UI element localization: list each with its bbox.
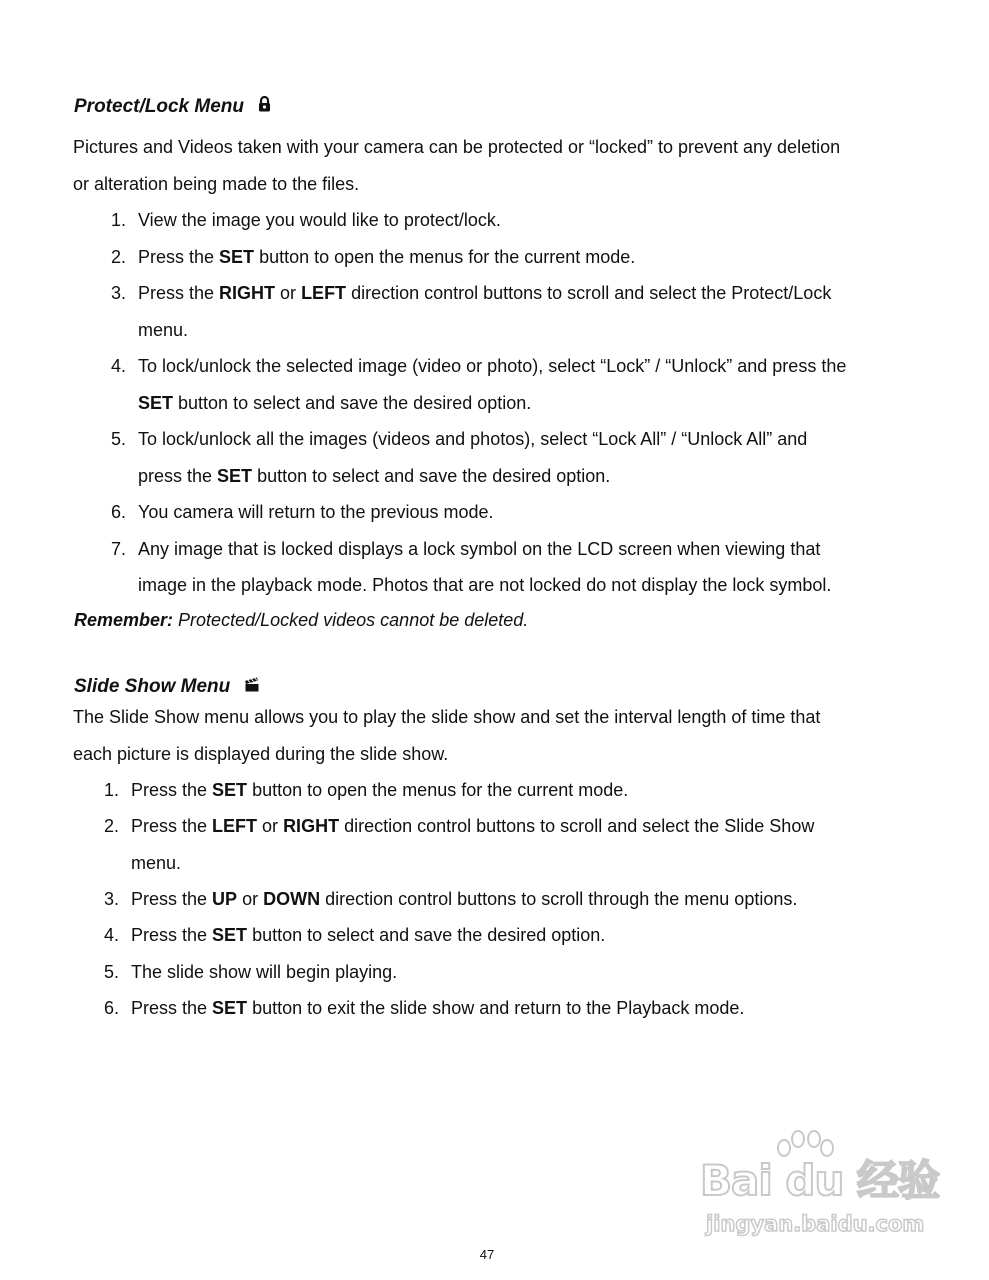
step-text-segment: The slide show will begin playing. bbox=[131, 961, 398, 982]
step-keyword: SET bbox=[219, 246, 255, 267]
step-keyword: SET bbox=[217, 465, 253, 486]
protect-lock-title: Protect/Lock Menu bbox=[74, 96, 244, 117]
step-text-line1 bbox=[131, 996, 744, 1020]
step-text-segment: You camera will return to the previous mode. bbox=[138, 502, 494, 522]
step-keyword: RIGHT bbox=[283, 816, 340, 837]
step-number: 7. bbox=[110, 538, 126, 559]
step-text-line1 bbox=[138, 281, 831, 305]
step-number: 3. bbox=[110, 283, 126, 303]
baidu-watermark bbox=[700, 1130, 939, 1245]
step-keyword: LEFT bbox=[212, 816, 258, 837]
step-keyword: UP bbox=[212, 888, 238, 909]
step-text-line1 bbox=[138, 427, 807, 451]
remember-note bbox=[74, 608, 528, 632]
step-number: 2. bbox=[110, 246, 126, 267]
step-text-segment: Press the bbox=[131, 780, 213, 800]
step-text-segment: Press the bbox=[138, 246, 220, 267]
step-text-line1 bbox=[138, 245, 635, 269]
step-keyword: SET bbox=[212, 997, 248, 1018]
step-keyword: SET bbox=[212, 925, 248, 946]
step-text-segment: direction control buttons to scroll and select the Slide Show bbox=[339, 816, 815, 837]
step-text-line2 bbox=[131, 851, 181, 875]
step-number: 6. bbox=[110, 502, 126, 522]
step-text-line2 bbox=[138, 391, 531, 415]
step-text-segment: button to select and save the desired option. bbox=[247, 925, 606, 946]
lock-icon bbox=[258, 95, 271, 119]
step-text-segment: button to select and save the desired option. bbox=[252, 465, 611, 486]
step-number: 3. bbox=[103, 888, 119, 909]
step-number: 5. bbox=[110, 429, 126, 449]
remember-text: Protected/Locked videos cannot be deleted. bbox=[173, 610, 529, 630]
step-text-segment: Press the bbox=[131, 888, 213, 909]
step-keyword: SET bbox=[138, 392, 174, 413]
step-keyword: RIGHT bbox=[219, 283, 276, 303]
step-text-segment: or bbox=[237, 888, 264, 909]
slide-show-title: Slide Show Menu bbox=[74, 676, 231, 697]
slide-intro-line-1: The Slide Show menu allows you to play the slide show and set the interval length of time that bbox=[73, 707, 821, 727]
step-text-segment: direction control buttons to scroll through the menu options. bbox=[320, 888, 798, 909]
step-text-segment: menu. bbox=[138, 319, 189, 340]
step-text-line1 bbox=[131, 887, 797, 911]
clapperboard-icon bbox=[244, 675, 260, 699]
step-number: 6. bbox=[103, 997, 119, 1018]
step-text-line1 bbox=[138, 354, 846, 378]
step-text-segment: View the image you would like to protect/lock. bbox=[138, 210, 501, 230]
step-text-segment: button to open the menus for the current mode. bbox=[254, 246, 636, 267]
step-text-segment: press the bbox=[138, 465, 218, 486]
protect-intro-line-2: or alteration being made to the files. bbox=[73, 174, 360, 194]
watermark-site: jingyan.baidu.com bbox=[706, 1212, 925, 1236]
step-text-segment: Press the bbox=[131, 816, 213, 837]
step-text-line1 bbox=[131, 960, 397, 984]
step-text-segment: Press the bbox=[138, 283, 220, 303]
step-text-segment: Any image that is locked displays a lock symbol on the LCD screen when viewing that bbox=[138, 538, 821, 559]
step-text-line1 bbox=[138, 500, 494, 524]
step-number: 1. bbox=[110, 210, 126, 230]
remember-label: Remember: bbox=[74, 610, 174, 630]
watermark-brand: Bai du 经验 bbox=[700, 1156, 939, 1205]
step-text-line1 bbox=[138, 208, 501, 232]
slide-intro-line-2: each picture is displayed during the slide show. bbox=[73, 744, 449, 764]
step-number: 4. bbox=[103, 925, 119, 946]
step-text-segment: To lock/unlock all the images (videos and photos), select “Lock All” / “Unlock All” and bbox=[138, 429, 808, 449]
step-number: 4. bbox=[110, 356, 126, 376]
step-text-segment: To lock/unlock the selected image (video or photo), select “Lock” / “Unlock” and press the bbox=[138, 356, 847, 376]
protect-lock-heading bbox=[74, 95, 271, 119]
step-text-segment: button to select and save the desired option. bbox=[173, 392, 532, 413]
step-text-line2 bbox=[138, 573, 831, 597]
step-number: 5. bbox=[103, 961, 119, 982]
step-text-segment: or bbox=[257, 816, 284, 837]
step-text-segment: or bbox=[275, 283, 302, 303]
step-keyword: DOWN bbox=[263, 888, 321, 909]
step-text-segment: button to open the menus for the current mode. bbox=[247, 780, 629, 800]
step-text-line1 bbox=[131, 814, 814, 838]
step-number: 2. bbox=[103, 816, 119, 837]
step-text-segment: image in the playback mode. Photos that are not locked do not display the lock symbol. bbox=[138, 575, 832, 595]
step-number: 1. bbox=[103, 780, 119, 800]
slide-show-heading bbox=[74, 675, 260, 699]
step-keyword: LEFT bbox=[301, 283, 347, 303]
page-number: 47 bbox=[479, 1247, 495, 1262]
step-text-line1 bbox=[131, 778, 628, 802]
step-text-line1 bbox=[138, 537, 820, 561]
step-text-line1 bbox=[131, 923, 605, 947]
step-text-segment: Press the bbox=[131, 997, 213, 1018]
protect-intro-line-1: Pictures and Videos taken with your camera can be protected or “locked” to prevent any deletion bbox=[73, 137, 841, 157]
step-text-segment: menu. bbox=[131, 852, 182, 873]
step-keyword: SET bbox=[212, 780, 248, 800]
step-text-segment: direction control buttons to scroll and select the Protect/Lock bbox=[346, 283, 832, 303]
step-text-line2 bbox=[138, 318, 188, 342]
step-text-segment: button to exit the slide show and return to the Playback mode. bbox=[247, 997, 745, 1018]
step-text-segment: Press the bbox=[131, 925, 213, 946]
step-text-line2 bbox=[138, 464, 610, 488]
